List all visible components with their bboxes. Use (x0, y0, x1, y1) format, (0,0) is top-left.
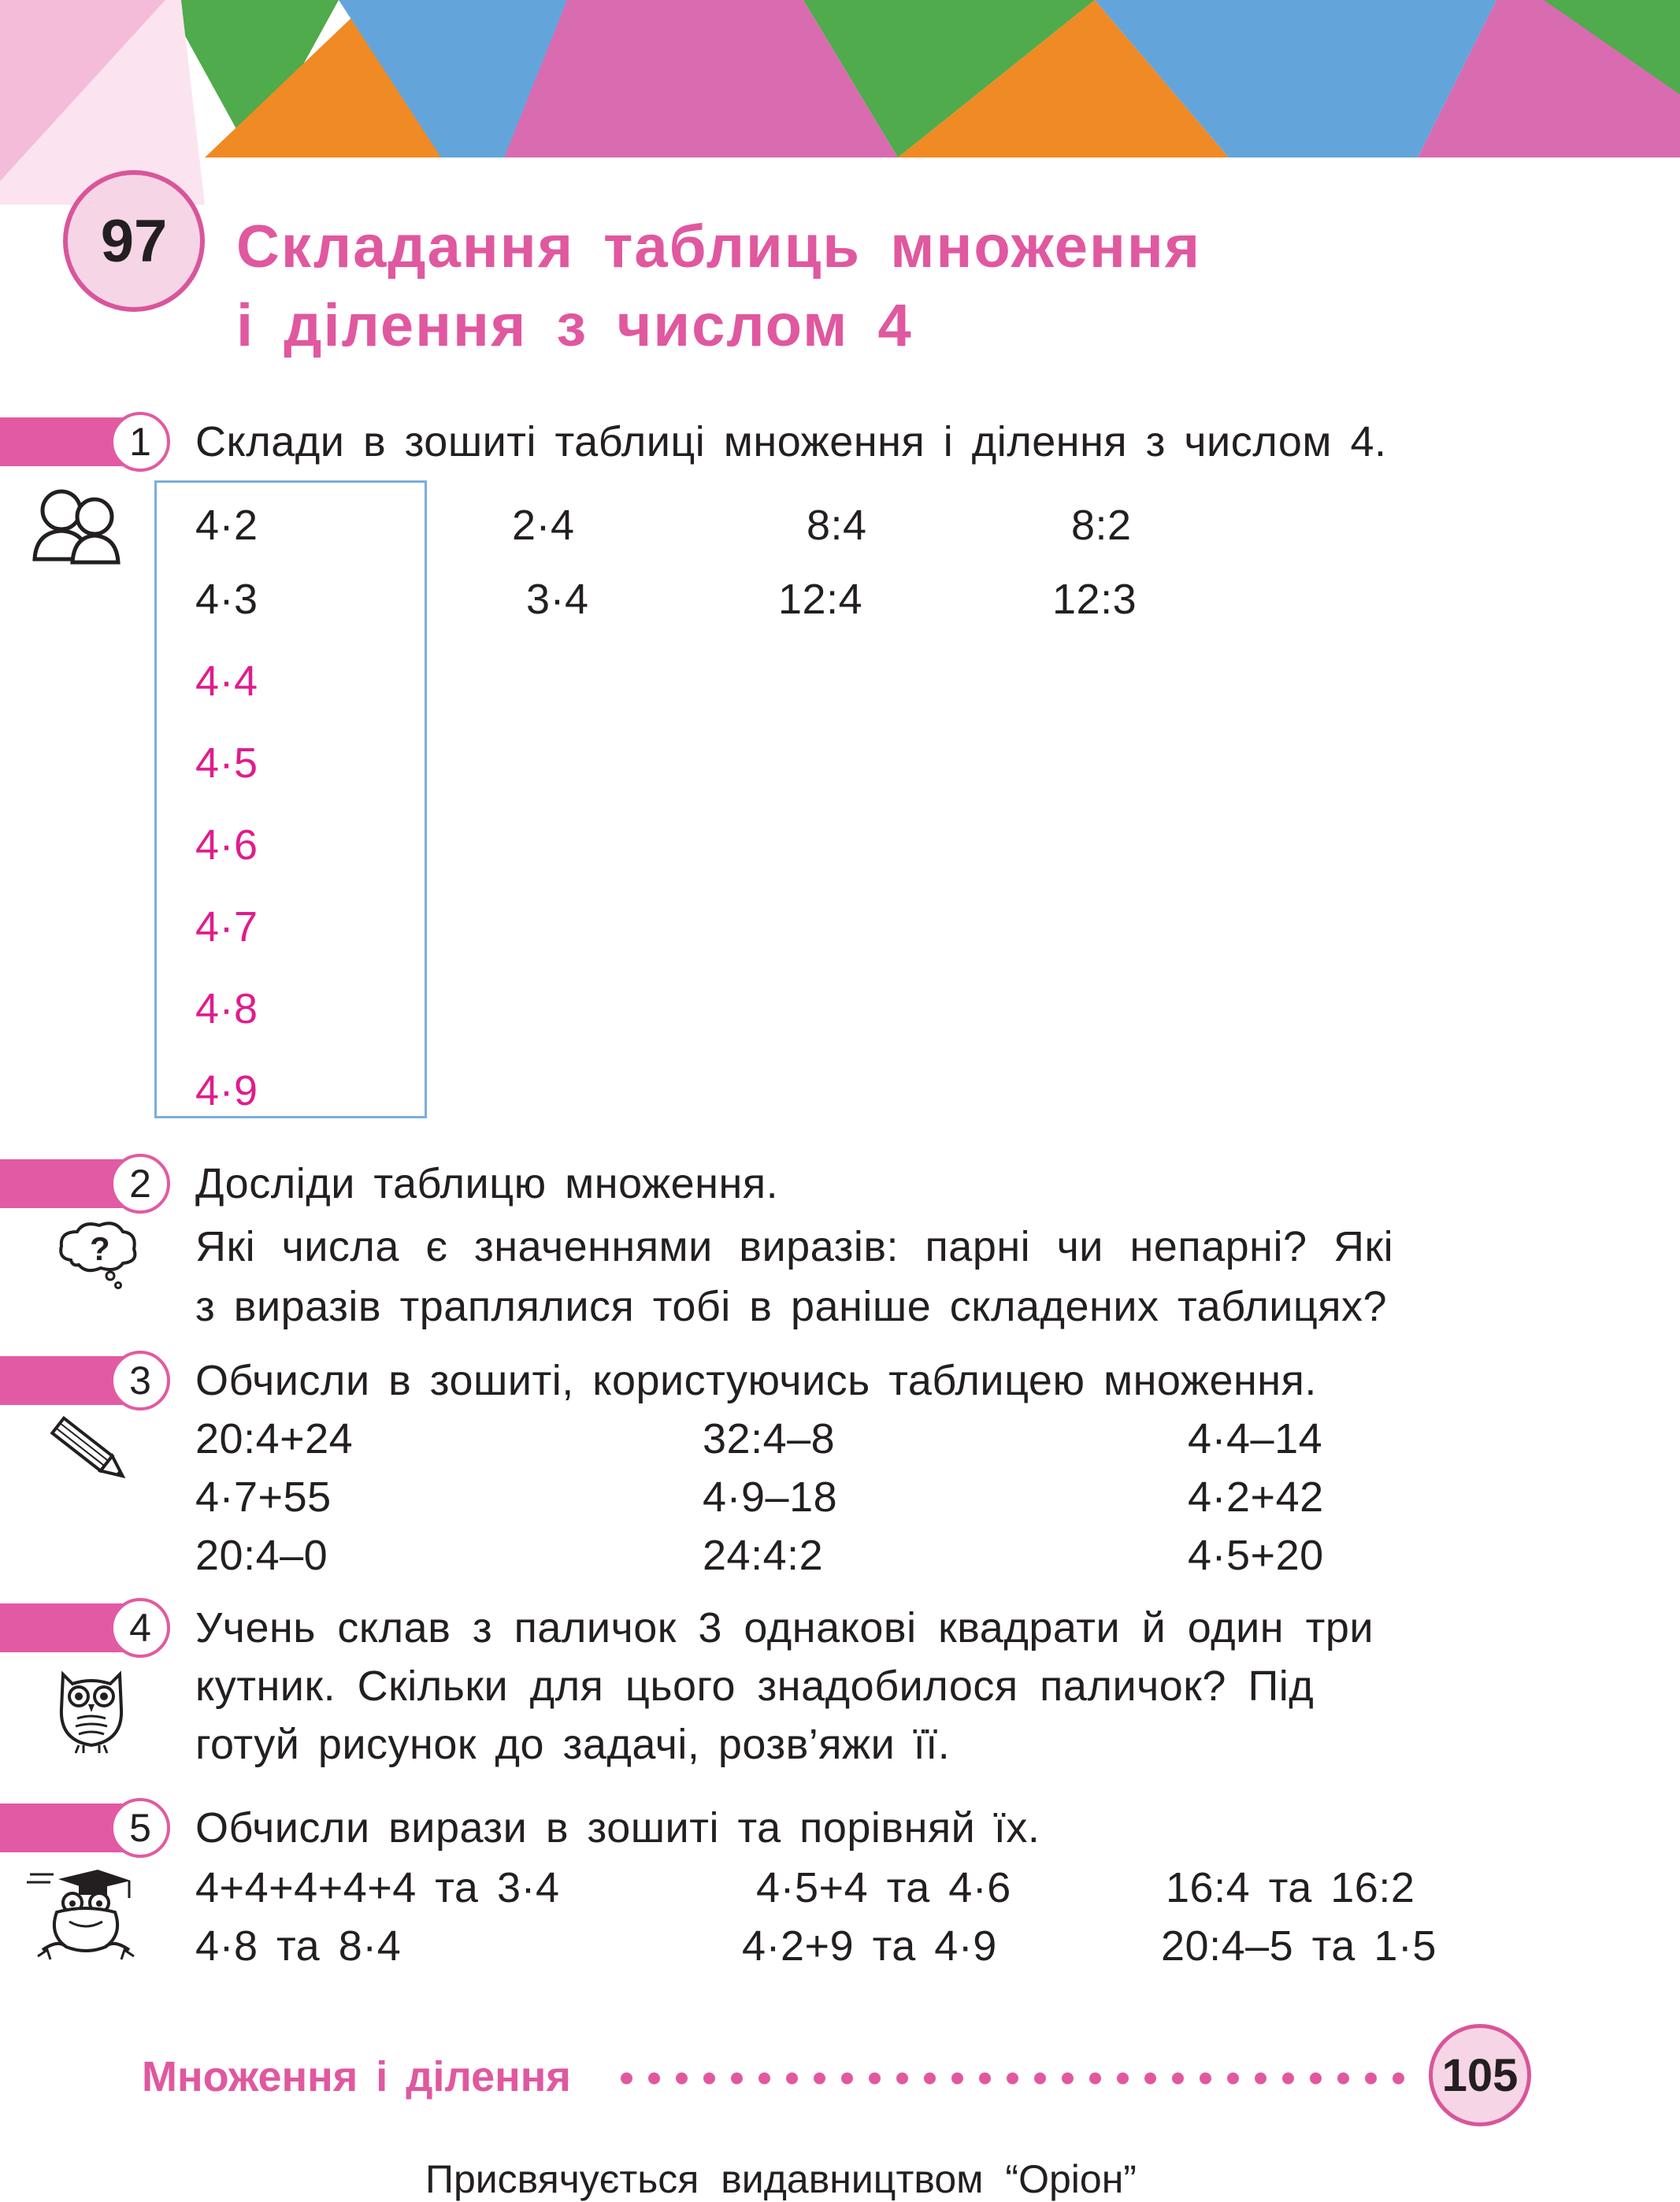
task1-instruction: Склади в зошиті таблиці множення і ділення з числом 4. (195, 418, 1387, 465)
table-cell: 8:4 (807, 502, 867, 549)
lesson-title-line1: Складання таблиць множення (236, 213, 1202, 280)
expression: 20:4+24 (195, 1415, 354, 1462)
comparison-pair: 4+4+4+4+4 та 3·4 (195, 1864, 560, 1911)
table-answer-row: 4·7 (195, 903, 258, 951)
table-answer-row: 4·8 (195, 985, 258, 1032)
page-number: 105 (1429, 2024, 1531, 2126)
task-number-4: 4 (110, 1598, 170, 1658)
pencil-icon (49, 1413, 135, 1492)
task4-line1: Учень склав з паличок 3 однакові квадрати й один три (195, 1604, 1374, 1652)
decorative-banner (0, 0, 1680, 158)
task-number-2: 2 (110, 1154, 170, 1214)
comparison-pair: 4·2+9 та 4·9 (742, 1922, 997, 1970)
frog-graduate-icon (27, 1862, 137, 1964)
owl-icon (55, 1662, 128, 1755)
lesson-number-badge: 97 (63, 170, 205, 312)
table-cell: 2·4 (512, 502, 575, 549)
expression: 24:4:2 (703, 1532, 824, 1579)
expression: 4·7+55 (195, 1474, 332, 1521)
bottom-note: Присвячується видавництвом “Оріон” (425, 2157, 1137, 2201)
table-answer-row: 4·9 (195, 1067, 258, 1114)
task-tab-3 (0, 1356, 126, 1405)
expression: 20:4–0 (195, 1532, 328, 1579)
table-answer-row: 4·6 (195, 821, 258, 869)
table-cell: 3·4 (526, 576, 589, 623)
svg-text:?: ? (90, 1230, 110, 1267)
table-cell: 12:4 (778, 576, 863, 623)
footer-dot-leader (613, 2067, 1416, 2090)
table-answer-row: 4·5 (195, 740, 258, 787)
task-tab-4 (0, 1603, 126, 1652)
expression: 4·4–14 (1188, 1415, 1323, 1462)
comparison-pair: 4·8 та 8·4 (195, 1922, 402, 1970)
table-cell: 8:2 (1071, 502, 1132, 549)
task-tab-5 (0, 1803, 126, 1852)
task-number-1: 1 (110, 412, 170, 472)
table-cell: 12:3 (1052, 576, 1137, 623)
corner-accent (0, 0, 213, 205)
table-row-2: 4·3 (195, 576, 258, 623)
task-number-3: 3 (110, 1351, 170, 1411)
comparison-pair: 16:4 та 16:2 (1166, 1864, 1415, 1911)
task4-line2: кутник. Скільки для цього знадобилося паличок? Під (195, 1663, 1315, 1710)
expression: 4·5+20 (1188, 1532, 1324, 1579)
comparison-pair: 20:4–5 та 1·5 (1161, 1922, 1437, 1970)
task2-line1: Досліди таблицю множення. (195, 1160, 779, 1207)
expression: 4·9–18 (703, 1474, 838, 1521)
pair-work-icon (28, 480, 123, 567)
task-tab-2 (0, 1159, 126, 1208)
task4-line3: готуй рисунок до задачі, розв’яжи її. (195, 1721, 951, 1768)
footer-section-title: Множення і ділення (142, 2053, 571, 2100)
expression: 32:4–8 (703, 1415, 836, 1462)
question-cloud-icon (55, 1219, 142, 1290)
table-row-1: 4·2 (195, 502, 258, 549)
expression: 4·2+42 (1188, 1474, 1324, 1521)
task-number-5: 5 (110, 1798, 170, 1858)
comparison-pair: 4·5+4 та 4·6 (756, 1864, 1011, 1911)
lesson-title-line2: і ділення з числом 4 (236, 292, 913, 359)
task2-line3: з виразів траплялися тобі в раніше складених таблицях? (195, 1283, 1388, 1330)
table-answer-row: 4·4 (195, 658, 258, 705)
task3-instruction: Обчисли в зошиті, користуючись таблицею множення. (195, 1357, 1317, 1404)
task5-instruction: Обчисли вирази в зошиті та порівняй їх. (195, 1804, 1040, 1852)
task-tab-1 (0, 417, 126, 466)
task2-line2: Які числа є значеннями виразів: парні чи непарні? Які (195, 1223, 1394, 1270)
